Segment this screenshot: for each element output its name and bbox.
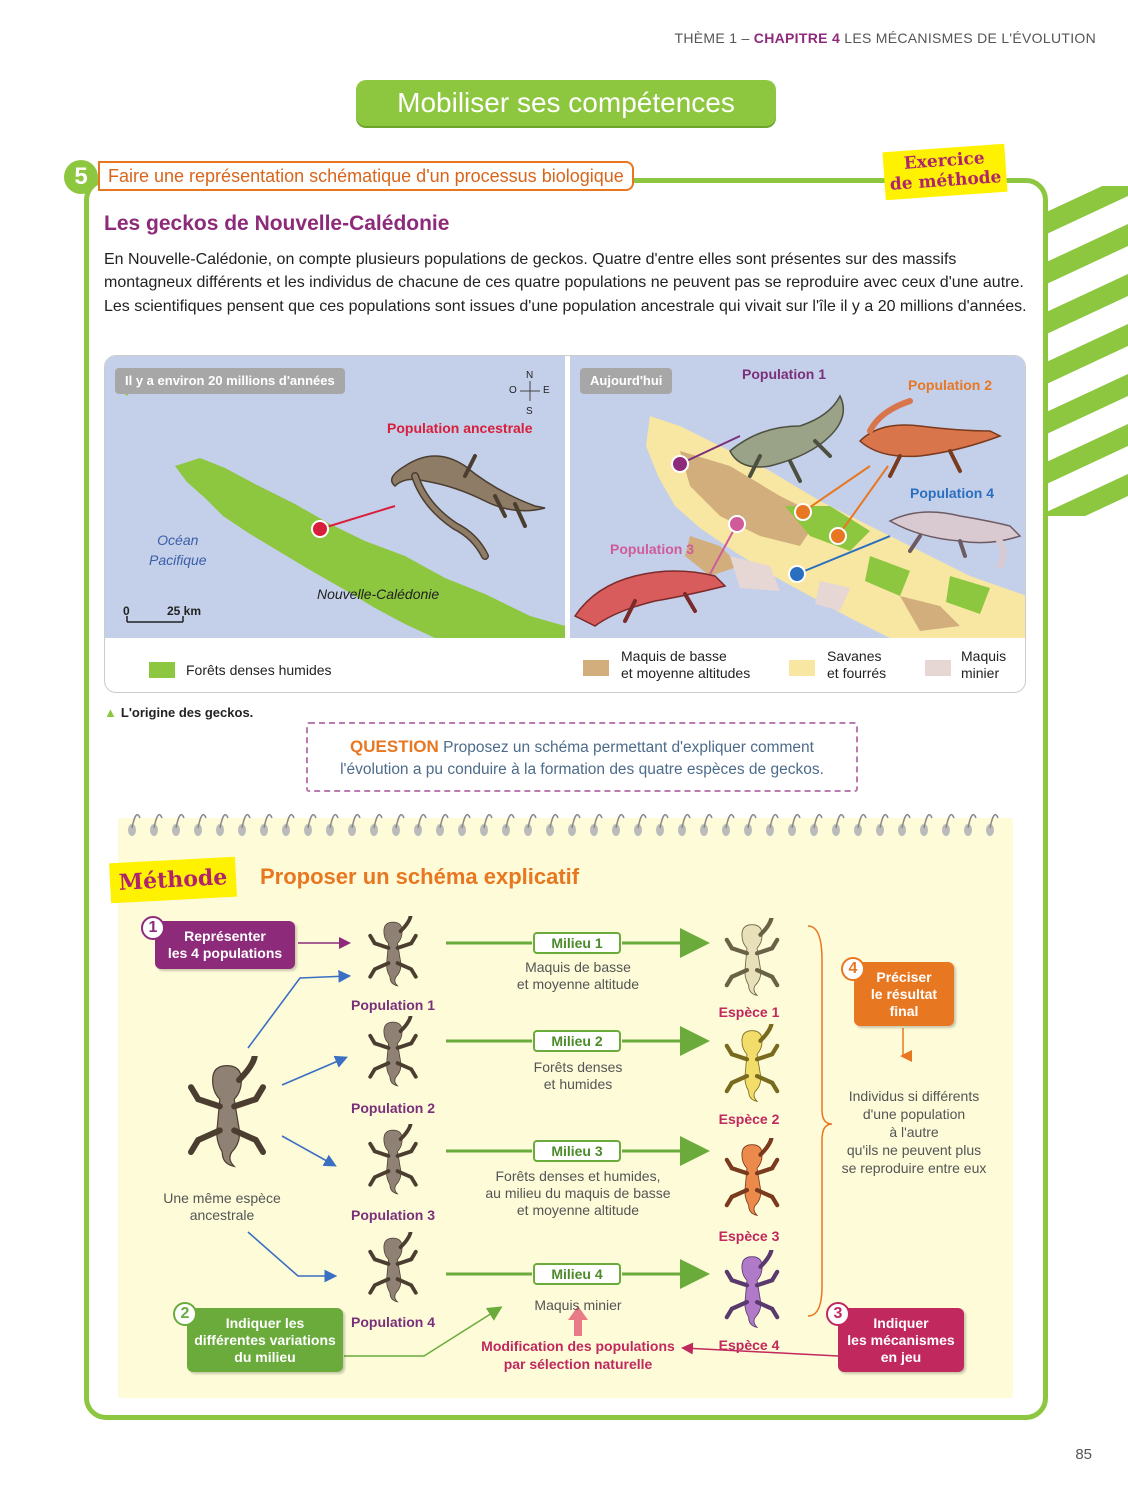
island-label: Nouvelle-Calédonie (317, 586, 440, 602)
espece2-label: Espèce 2 (718, 1111, 780, 1127)
gecko-pop3 (370, 1116, 416, 1194)
compass-e: E (543, 385, 550, 396)
legend-maquis: Maquis de basse et moyenne altitudes (583, 648, 750, 682)
scale-km: 25 km (167, 604, 202, 618)
step1-number: 1 (141, 916, 165, 940)
ancestral-species-label: Une même espèce ancestrale (163, 1190, 281, 1223)
gecko-espece1 (727, 910, 777, 996)
chapter-label: CHAPITRE 4 (753, 30, 841, 46)
legend-minier: Maquis minier (925, 648, 1006, 682)
step2-number: 2 (173, 1302, 197, 1326)
milieu1-box: Milieu 1 (533, 932, 621, 954)
legend-savane: Savanes et fourrés (789, 648, 886, 682)
question-box: QUESTION Proposez un schéma permettant d'expliquer comment l'évolution a pu conduire à la formation des quatre espèces de geckos. (306, 722, 858, 792)
gecko-pop4 (370, 1224, 416, 1302)
milieu4-desc: Maquis minier (534, 1297, 622, 1313)
method-pop4-label: Population 4 (351, 1314, 435, 1330)
milieu4-box: Milieu 4 (533, 1263, 621, 1285)
ancestral-label: Population ancestrale (387, 420, 533, 436)
step4-number: 4 (841, 957, 865, 981)
page-title: Mobiliser ses compétences (356, 80, 776, 126)
milieu1-desc: Maquis de basse et moyenne altitude (516, 959, 640, 992)
milieu3-box: Milieu 3 (533, 1140, 621, 1162)
method-title: Proposer un schéma explicatif (260, 864, 580, 889)
milieu3-desc: Forêts denses et humides, au milieu du maquis de basse et moyenne altitude (485, 1168, 671, 1218)
gecko-ancestral (191, 1044, 263, 1166)
exercise-number: 5 (64, 160, 98, 194)
method-badge: Méthode (109, 857, 237, 904)
pop4-label: Population 4 (910, 485, 994, 501)
ocean-label: Océan Pacifique (149, 532, 207, 568)
pop3-label: Population 3 (610, 541, 694, 557)
step1-box: Représenter les 4 populations (155, 921, 295, 969)
final-result-text: Individus si différents d'une population à l'autre qu'ils ne peuvent plus se reproduire entre eux (841, 1088, 987, 1176)
gecko-espece2 (727, 1016, 777, 1102)
running-header: THÈME 1 – CHAPITRE 4 LES MÉCANISMES DE L'ÉVOLUTION (674, 30, 1096, 46)
exercise-method-badge: Exercice de méthode (882, 144, 1007, 200)
milieu2-desc: Forêts denses et humides (533, 1059, 623, 1092)
map-present-tag: Aujourd'hui (580, 368, 672, 394)
map-past-tag: Il y a environ 20 millions d'années (115, 368, 345, 394)
compass-n: N (526, 370, 534, 381)
gecko-pop1 (370, 908, 416, 986)
gecko-espece3 (727, 1130, 777, 1216)
chapter-title: LES MÉCANISMES DE L'ÉVOLUTION (844, 30, 1096, 46)
espece1-label: Espèce 1 (718, 1004, 780, 1020)
compass-o: O (509, 385, 517, 396)
pop1-label: Population 1 (742, 366, 826, 382)
milieu2-box: Milieu 2 (533, 1030, 621, 1052)
pop2-label: Population 2 (908, 377, 992, 393)
method-pop2-label: Population 2 (351, 1100, 435, 1116)
caption-triangle-icon: ▲ (104, 705, 117, 720)
page-number: 85 (1075, 1446, 1092, 1463)
scale-zero: 0 (123, 604, 130, 618)
method-pop3-label: Population 3 (351, 1207, 435, 1223)
method-pop1-label: Population 1 (351, 997, 435, 1013)
intro-paragraph: En Nouvelle-Calédonie, on compte plusieurs populations de geckos. Quatre d'entre elles sont présentes sur des massifs montagneux différents et les individus de chacune de ces quatre populations ne peuvent pas se reproduire avec ceux d'une autre. Les scientifiques pensent que ces populations sont issues d'une population ancestrale qui vivait sur l'île il y a 20 millions d'années. (104, 251, 1027, 315)
step2-box: Indiquer les différentes variations du milieu (187, 1308, 343, 1372)
compass-s: S (526, 406, 533, 417)
natural-selection-label: Modification des populations par sélection naturelle (481, 1338, 675, 1372)
step4-box: Préciser le résultat final (854, 962, 954, 1026)
figure-caption: ▲ L'origine des geckos. (104, 705, 254, 720)
step3-number: 3 (826, 1302, 850, 1326)
espece3-label: Espèce 3 (718, 1228, 780, 1244)
legend-forest: Forêts denses humides (149, 662, 332, 679)
espece4-label: Espèce 4 (718, 1337, 780, 1353)
question-label: QUESTION (350, 737, 439, 756)
gecko-espece4 (727, 1242, 777, 1328)
step3-box: Indiquer les mécanismes en jeu (838, 1308, 964, 1372)
gecko-pop2 (370, 1008, 416, 1086)
section-title: Les geckos de Nouvelle-Calédonie (104, 212, 450, 235)
exercise-tag: Faire une représentation schématique d'un processus biologique (98, 161, 634, 191)
